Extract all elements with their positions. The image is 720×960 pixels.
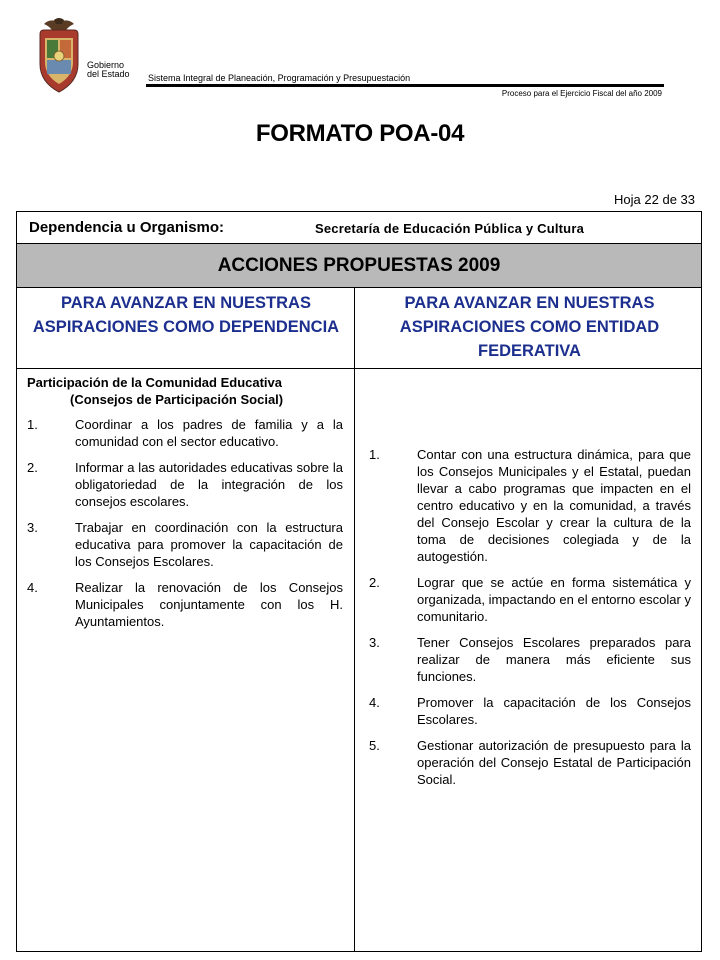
list-item [369, 574, 691, 625]
form-table [16, 211, 702, 952]
item-number: 1. [27, 417, 38, 432]
item-text: Realizar la renovación de los Consejos Municipales conjuntamente con los H. Ayuntamientos. [75, 580, 343, 629]
item-text: Contar con una estructura dinámica, para que los Consejos Municipales y el Estatal, puedan llevar a cabo programas que impacten en el centro educativo y en la comunidad, a través del Consejo Escolar y crear la cultura de la toma de decisiones colegiada y de la autogestión. [417, 447, 691, 564]
column-header-right: PARA AVANZAR EN NUESTRAS ASPIRACIONES COMO ENTIDAD FEDERATIVA [399, 294, 660, 360]
item-text: Lograr que se actúe en forma sistemática y organizada, impactando en el entorno escolar y comunitario. [417, 575, 691, 624]
list-item [369, 737, 691, 788]
dependency-label: Dependencia u Organismo: [29, 219, 225, 236]
left-action-list [27, 416, 343, 630]
item-text: Informar a las autoridades educativas sobre la obligatoriedad de la integración de los consejos escolares. [75, 460, 343, 509]
list-item [369, 446, 691, 565]
sheet-number: Hoja 22 de 33 [614, 192, 695, 207]
right-column-content [369, 446, 691, 797]
item-text: Gestionar autorización de presupuesto para la operación del Consejo Estatal de Participación Social. [417, 738, 691, 787]
page-title: FORMATO POA-04 [255, 120, 465, 147]
item-number: 4. [27, 580, 38, 595]
list-item [27, 579, 343, 630]
left-section-title: Participación de la Comunidad Educativa [27, 375, 283, 390]
item-text: Trabajar en coordinación con la estructura educativa para promover la capacitación de los Consejos Escolares. [75, 520, 343, 569]
left-column-content [27, 374, 343, 639]
list-item [369, 694, 691, 728]
process-label: Proceso para el Ejercicio Fiscal del año 2009 [501, 89, 662, 98]
section-header: ACCIONES PROPUESTAS 2009 [17, 244, 701, 288]
item-number: 4. [369, 695, 380, 710]
item-number: 3. [27, 520, 38, 535]
dependency-row [17, 212, 701, 244]
state-seal-logo [36, 16, 82, 96]
item-number: 5. [369, 738, 380, 753]
header-rule [146, 84, 664, 87]
list-item [27, 519, 343, 570]
system-title: Sistema Integral de Planeación, Programación y Presupuestación [148, 73, 411, 83]
dependency-value: Secretaría de Educación Pública y Cultura [315, 221, 585, 236]
list-item [27, 459, 343, 510]
column-divider [354, 288, 355, 951]
list-item [369, 634, 691, 685]
item-number: 3. [369, 635, 380, 650]
government-label [87, 61, 130, 79]
list-item [27, 416, 343, 450]
gov-line-1: Gobierno [87, 60, 125, 70]
item-text: Promover la capacitación de los Consejos Escolares. [417, 695, 691, 727]
item-number: 1. [369, 447, 380, 462]
item-number: 2. [27, 460, 38, 475]
right-action-list [369, 446, 691, 788]
header-separator [17, 368, 701, 369]
item-text: Coordinar a los padres de familia y a la comunidad con el sector educativo. [75, 417, 343, 449]
column-header-left: PARA AVANZAR EN NUESTRAS ASPIRACIONES COMO DEPENDENCIA [32, 294, 340, 336]
gov-line-2: del Estado [87, 69, 130, 79]
left-section-subtitle: (Consejos de Participación Social) [70, 392, 284, 407]
item-number: 2. [369, 575, 380, 590]
item-text: Tener Consejos Escolares preparados para realizar de manera más eficiente sus funciones. [417, 635, 691, 684]
